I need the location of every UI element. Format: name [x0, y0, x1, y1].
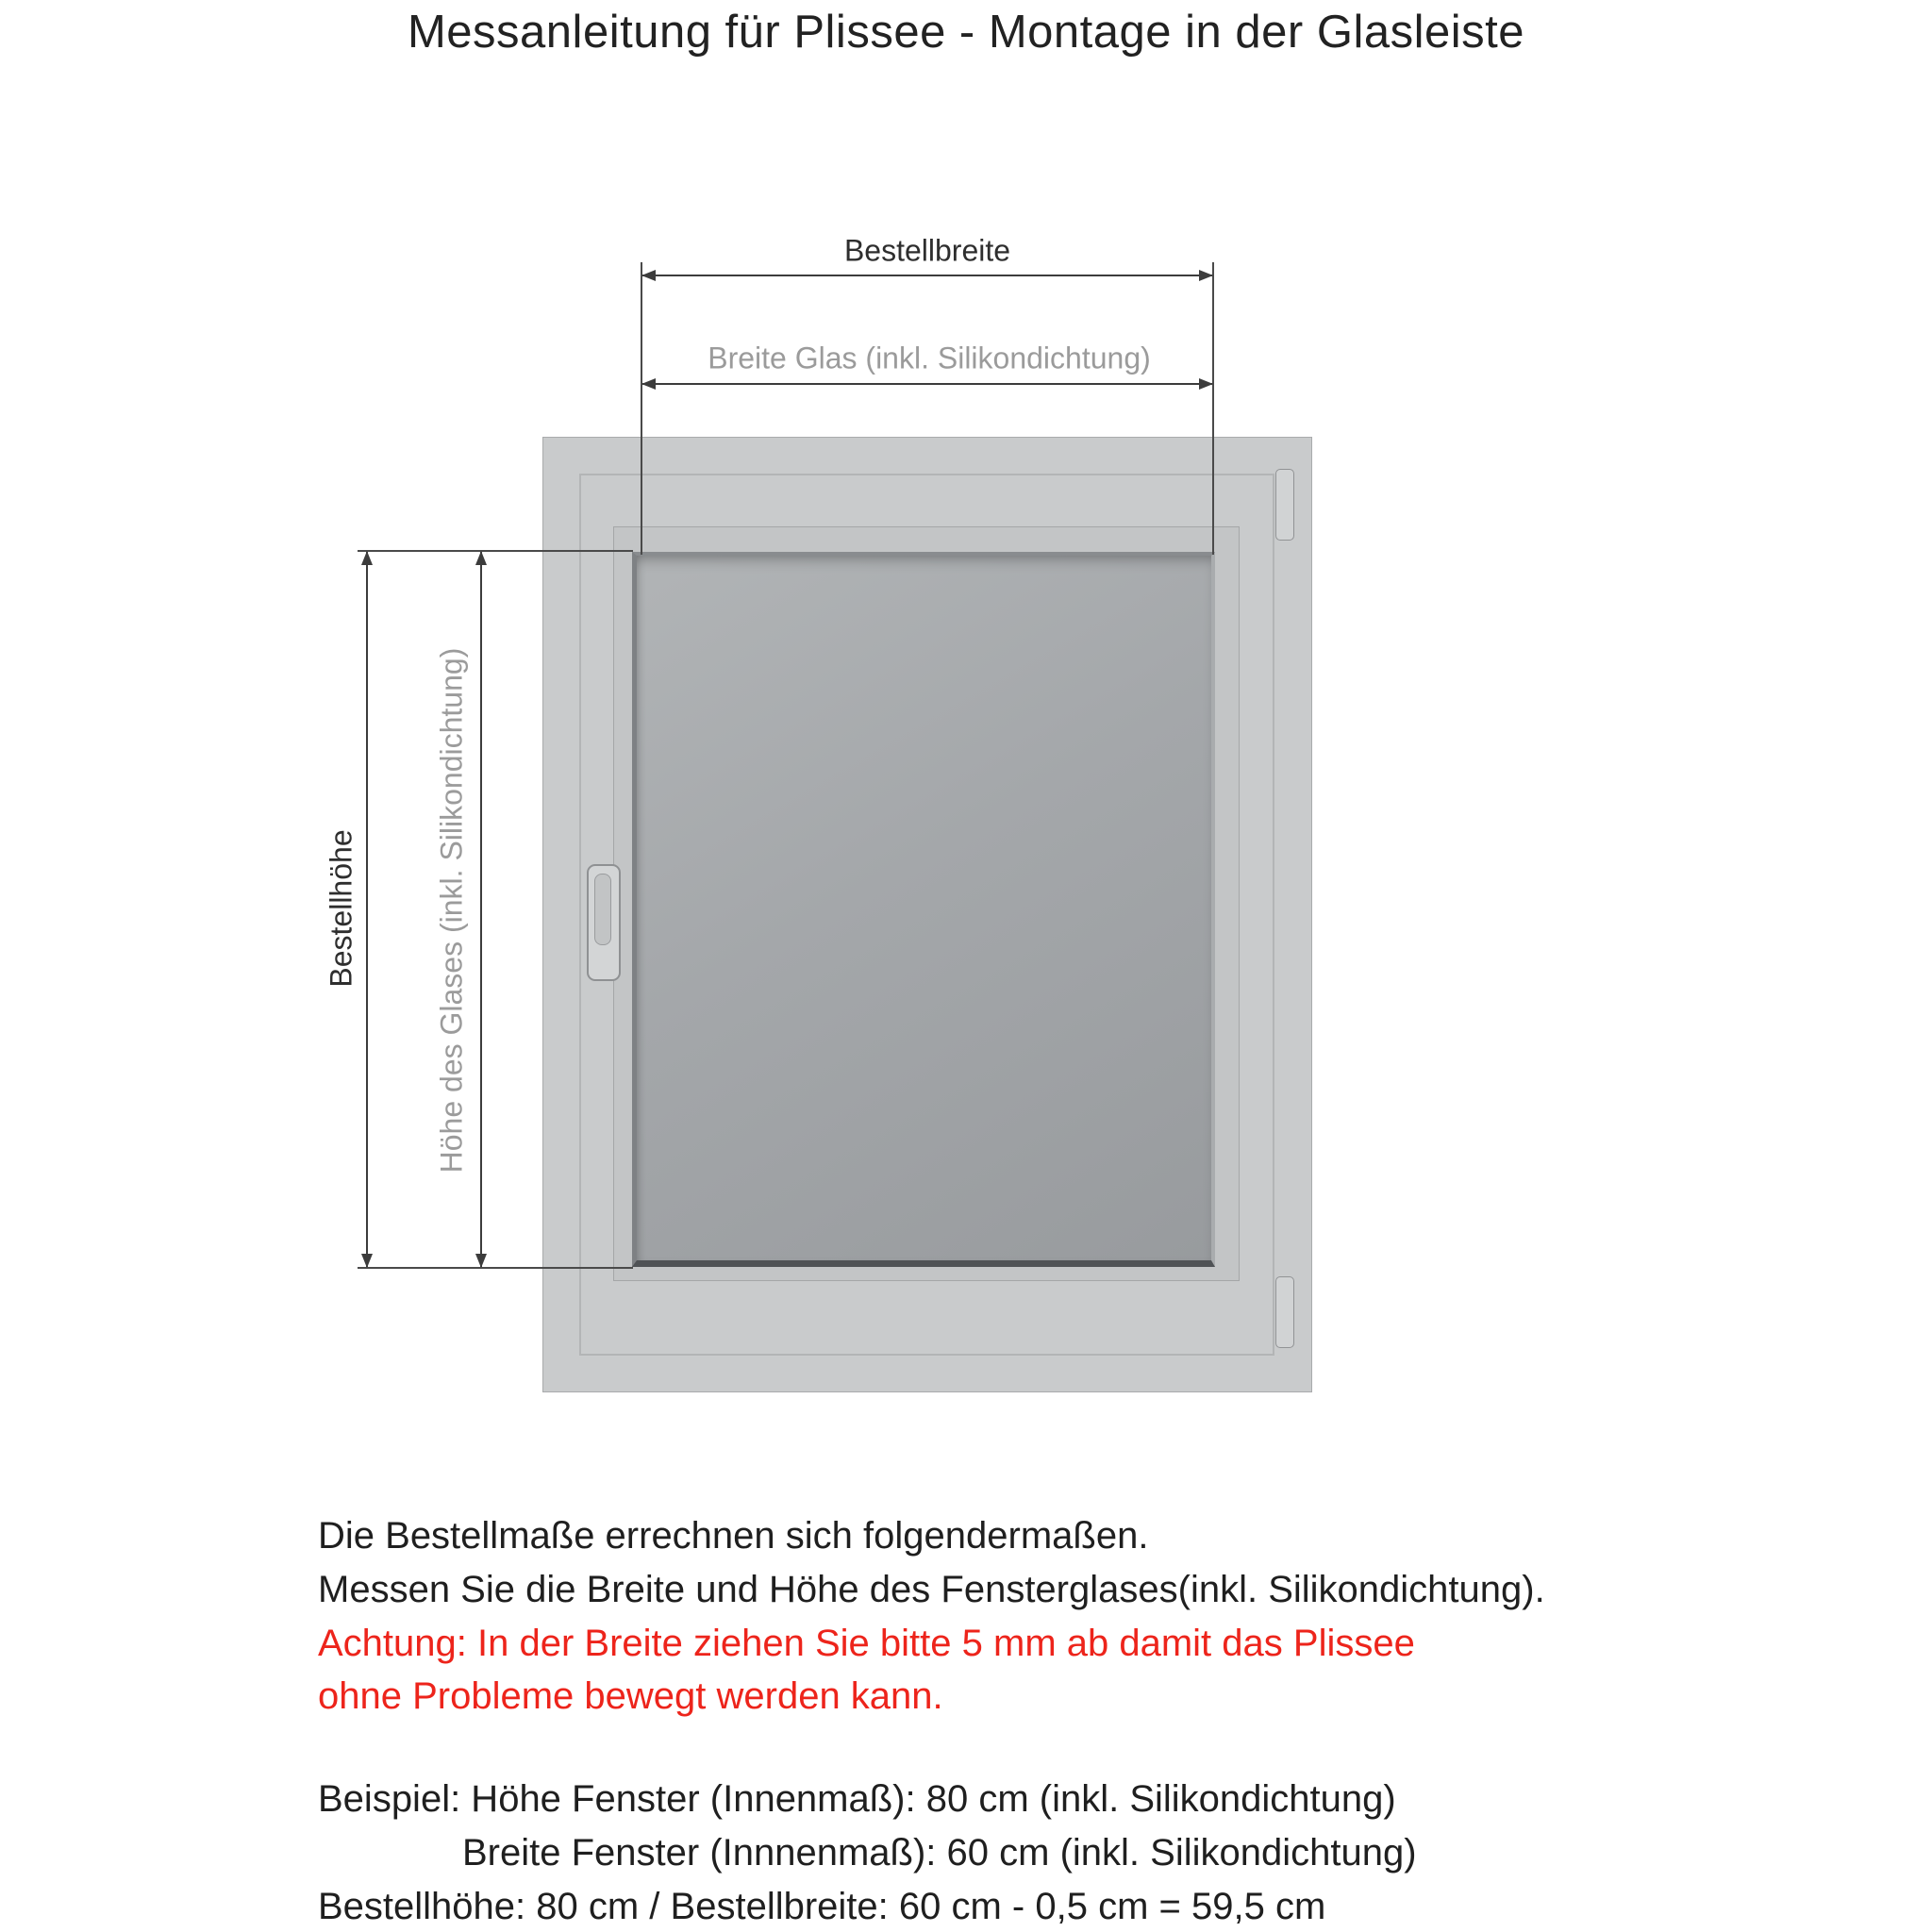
extension-line-height-top: [358, 550, 633, 552]
window-glass: [632, 552, 1215, 1267]
dim-label-breite-glas: Breite Glas (inkl. Silikondichtung): [708, 341, 1151, 375]
dim-label-bestellhoehe: Bestellhöhe: [324, 829, 358, 988]
example-line-1: Beispiel: Höhe Fenster (Innenmaß): 80 cm (inkl. Silikondichtung): [318, 1778, 1396, 1821]
extension-line-height-bottom: [358, 1267, 633, 1269]
dim-arrow-breite-glas: [642, 383, 1212, 385]
dim-label-hoehe-glas: Höhe des Glases (inkl. Silikondichtung): [434, 647, 469, 1174]
extension-line-width-left: [641, 262, 642, 555]
window-handle-grip: [594, 874, 611, 945]
extension-line-width-right: [1212, 262, 1214, 555]
window-handle-icon: [587, 864, 621, 981]
example-line-2: Breite Fenster (Innnenmaß): 60 cm (inkl. Silikondichtung): [462, 1831, 1417, 1874]
dim-arrow-hoehe-glas: [480, 552, 482, 1267]
dim-arrow-bestellhoehe: [366, 552, 368, 1267]
instructions-block: [318, 1509, 1846, 1932]
warning-line-2: ohne Probleme bewegt werden kann.: [318, 1675, 943, 1718]
hinge-top-icon: [1275, 469, 1294, 541]
dim-arrow-bestellbreite: [642, 275, 1212, 276]
page-title: Messanleitung für Plissee - Montage in der Glasleiste: [407, 7, 1524, 58]
hinge-bottom-icon: [1275, 1276, 1294, 1348]
warning-line-1: Achtung: In der Breite ziehen Sie bitte 5 mm ab damit das Plissee: [318, 1622, 1415, 1664]
example-line-3: Bestellhöhe: 80 cm / Bestellbreite: 60 cm - 0,5 cm = 59,5 cm: [318, 1885, 1326, 1927]
instruction-line-2: Messen Sie die Breite und Höhe des Fensterglases(inkl. Silikondichtung).: [318, 1568, 1545, 1610]
instruction-line-1: Die Bestellmaße errechnen sich folgendermaßen.: [318, 1515, 1149, 1557]
dim-label-bestellbreite: Bestellbreite: [843, 233, 1011, 268]
